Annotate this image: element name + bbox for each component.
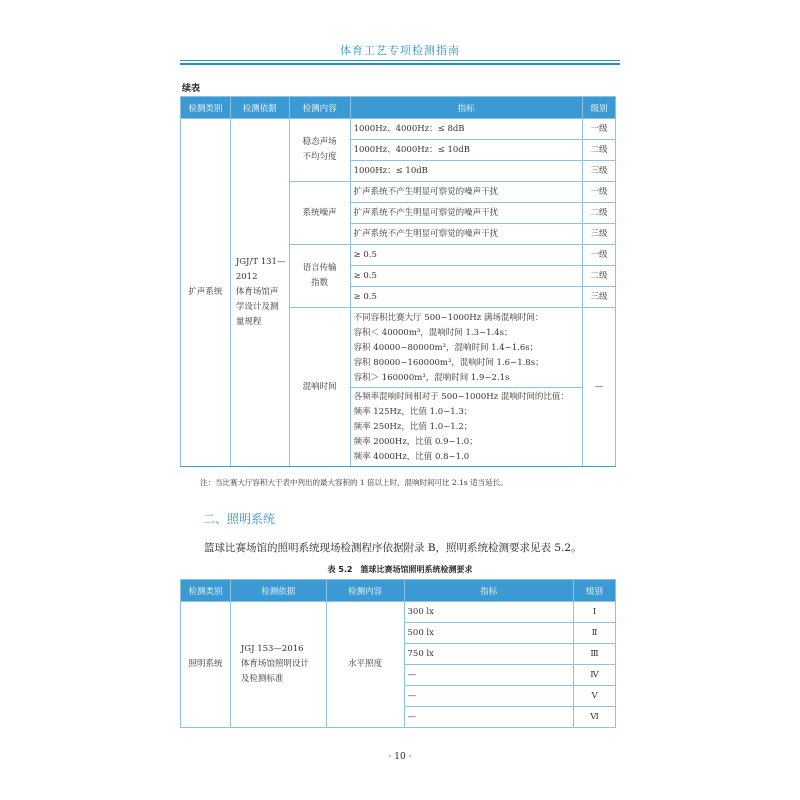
- col-header-level: 级别: [574, 580, 616, 602]
- level-cell: Ⅱ: [574, 623, 616, 644]
- col-header-content: 检测内容: [326, 580, 404, 602]
- category-cell: 照明系统: [181, 602, 231, 728]
- level-cell: Ⅵ: [574, 707, 616, 728]
- index-cell: [350, 388, 582, 467]
- content-line: 指数: [311, 278, 329, 288]
- index-cell: ≥ 0.5: [350, 266, 582, 287]
- header-rule-thick: [180, 63, 620, 65]
- content-cell: [289, 119, 350, 182]
- category-cell: 扩声系统: [181, 119, 231, 467]
- index-cell: —: [404, 707, 574, 728]
- basis-cell: [230, 602, 326, 728]
- basis-cell: [230, 119, 289, 467]
- level-cell: Ⅳ: [574, 665, 616, 686]
- level-cell: —: [583, 308, 616, 467]
- level-cell: 三级: [583, 161, 616, 182]
- basis-line: 体育场馆声: [235, 287, 279, 297]
- col-header-index: 指标: [404, 580, 574, 602]
- col-header-index: 指标: [350, 97, 582, 119]
- basis-line: 及检测标准: [240, 674, 284, 684]
- col-header-category: 检测类别: [181, 97, 231, 119]
- basis-line: 体育场馆照明设计: [240, 659, 309, 669]
- index-cell: 1000Hz：≤ 10dB: [350, 161, 582, 182]
- basis-line: JGJ 153—2016: [240, 644, 304, 654]
- index-cell: 750 lx: [404, 644, 574, 665]
- index-cell: 300 lx: [404, 602, 574, 623]
- index-cell: ≥ 0.5: [350, 287, 582, 308]
- content-cell: 水平照度: [326, 602, 404, 728]
- index-cell: ≥ 0.5: [350, 245, 582, 266]
- index-cell: 1000Hz、4000Hz：≤ 8dB: [350, 119, 582, 140]
- header-rule: [180, 60, 620, 61]
- col-header-level: 级别: [583, 97, 616, 119]
- index-cell: 扩声系统不产生明显可察觉的噪声干扰: [350, 203, 582, 224]
- basis-line: 量规程: [235, 317, 262, 327]
- reverb-line: 容积＜ 40000m³，混响时间 1.3~1.4s；: [353, 327, 513, 338]
- level-cell: Ⅴ: [574, 686, 616, 707]
- level-cell: 二级: [583, 140, 616, 161]
- index-cell: —: [404, 686, 574, 707]
- index-cell: 扩声系统不产生明显可察觉的噪声干扰: [350, 224, 582, 245]
- col-header-basis: 检测依据: [230, 580, 326, 602]
- sound-system-table: [180, 96, 616, 467]
- level-cell: 三级: [583, 224, 616, 245]
- body-paragraph: 篮球比赛场馆的照明系统现场检测程序依据附录 B，照明系统检测要求见表 5.2。: [204, 542, 582, 554]
- reverb-line: 容积＞ 160000m³，混响时间 1.9~2.1s: [353, 372, 510, 383]
- table-header-row: [181, 97, 616, 119]
- content-line: 稳态声场: [302, 137, 337, 147]
- running-header: 体育工艺专项检测指南: [340, 44, 460, 57]
- reverb-line: 各频率混响时间相对于 500~1000Hz 混响时间的比值：: [353, 391, 569, 402]
- level-cell: 一级: [583, 119, 616, 140]
- index-cell: 500 lx: [404, 623, 574, 644]
- reverb-line: 频率 250Hz，比值 1.0~1.2；: [353, 421, 473, 432]
- table-header-row: [181, 580, 616, 602]
- table-row: [181, 119, 616, 140]
- col-header-content: 检测内容: [289, 97, 350, 119]
- level-cell: 一级: [583, 182, 616, 203]
- col-header-category: 检测类别: [181, 580, 231, 602]
- index-cell: 扩声系统不产生明显可察觉的噪声干扰: [350, 182, 582, 203]
- reverb-line: 容积 40000~80000m³，混响时间 1.4~1.6s；: [353, 342, 539, 353]
- table-caption: 表 5.2 篮球比赛场馆照明系统检测要求: [327, 565, 473, 574]
- table-note: 注：当比赛大厅容积大于表中列出的最大容积的 1 倍以上时，混响时间可比 2.1s 适当延长。: [200, 478, 508, 487]
- level-cell: 一级: [583, 245, 616, 266]
- basis-line: JGJ/T 131—: [235, 257, 286, 267]
- index-cell: 1000Hz、4000Hz：≤ 10dB: [350, 140, 582, 161]
- table-row: [181, 602, 616, 623]
- reverb-line: 容积 80000~160000m³，混响时间 1.6~1.8s；: [353, 357, 544, 368]
- level-cell: 二级: [583, 266, 616, 287]
- section-title: 二、照明系统: [203, 512, 276, 526]
- index-cell: [350, 308, 582, 388]
- level-cell: Ⅲ: [574, 644, 616, 665]
- reverb-line: 频率 125Hz，比值 1.0~1.3；: [353, 406, 473, 417]
- continued-label: 续表: [182, 84, 201, 94]
- page-number: · 10 ·: [388, 752, 412, 762]
- level-cell: 三级: [583, 287, 616, 308]
- content-cell: 混响时间: [289, 308, 350, 467]
- reverb-line: 频率 2000Hz，比值 0.9~1.0；: [353, 436, 478, 447]
- reverb-line: 不同容积比赛大厅 500~1000Hz 满场混响时间：: [353, 312, 544, 323]
- content-line: 语言传输: [302, 263, 337, 273]
- index-cell: —: [404, 665, 574, 686]
- basis-line: 2012: [235, 272, 258, 282]
- col-header-basis: 检测依据: [230, 97, 289, 119]
- level-cell: Ⅰ: [574, 602, 616, 623]
- lighting-system-table: [180, 579, 616, 728]
- content-cell: [289, 245, 350, 308]
- content-line: 不均匀度: [302, 152, 337, 162]
- basis-line: 学设计及测: [235, 302, 279, 312]
- content-cell: 系统噪声: [289, 182, 350, 245]
- reverb-line: 频率 4000Hz，比值 0.8~1.0: [353, 451, 470, 462]
- level-cell: 二级: [583, 203, 616, 224]
